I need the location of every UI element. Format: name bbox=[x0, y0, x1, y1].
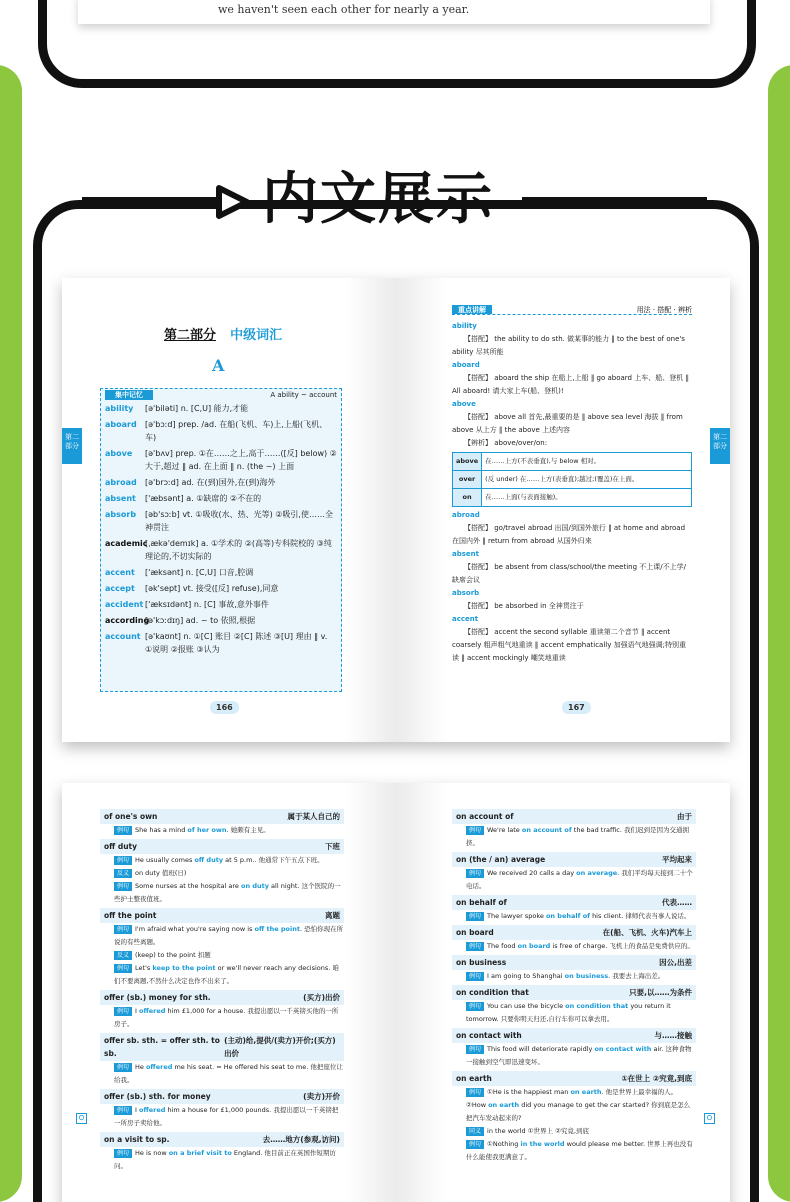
phrase-meaning: 属于某人自己的 bbox=[287, 812, 340, 821]
vocab-entry bbox=[101, 536, 341, 565]
example-highlight: on board bbox=[517, 942, 551, 950]
example-highlight: on business bbox=[564, 972, 609, 980]
page-header-right: 用法 · 搭配 · 辨析 bbox=[636, 306, 692, 314]
example-line bbox=[452, 970, 696, 983]
part-label: 第二部分 bbox=[164, 328, 217, 343]
comparison-row bbox=[453, 489, 692, 507]
page-167 bbox=[396, 278, 730, 742]
example-highlight: on earth bbox=[488, 1101, 520, 1109]
section-title-text: 内文展示 bbox=[262, 167, 494, 232]
usage-line: 【搭配】 aboard the ship 在船上,上船 ‖ go aboard 上车、船、登机 ‖ All aboard! 请大家上车(船、登机)! bbox=[452, 374, 689, 395]
example-text: We're late bbox=[487, 826, 522, 834]
example-highlight: on contact with bbox=[594, 1045, 652, 1053]
example-tag: 例句 bbox=[466, 942, 484, 951]
comparison-row bbox=[453, 453, 692, 471]
vocab-entry bbox=[101, 597, 341, 613]
phrase-page-right bbox=[396, 783, 730, 1202]
vocab-definition: [ə'kaʊnt] n. ①[C] 账目 ②[C] 陈述 ③[U] 理由 ‖ v. ①说明 ②报账 ③认为 bbox=[145, 632, 328, 654]
example-text: The food bbox=[487, 942, 518, 950]
phrase-heading bbox=[100, 1132, 344, 1147]
example-line bbox=[100, 1104, 344, 1130]
example-text: I bbox=[135, 1007, 139, 1015]
example-highlight: on condition that bbox=[565, 1002, 629, 1010]
example-highlight: on account of bbox=[521, 826, 572, 834]
example-text: I'm afraid what you're saying now is bbox=[135, 925, 255, 933]
phrase-column-right bbox=[452, 807, 696, 1164]
example-line bbox=[100, 949, 344, 962]
vocab-word: absent bbox=[105, 494, 136, 503]
example-text: or we'll never reach any decisions. 咱们不要离题,不然什么决定也作不出来了。 bbox=[114, 964, 339, 985]
page-header bbox=[452, 305, 692, 315]
phrase-text: offer (sb.) sth. for money bbox=[104, 1092, 211, 1101]
page-number: 166 bbox=[210, 701, 239, 714]
example-tag: 例句 bbox=[114, 1106, 132, 1115]
vocab-box-header bbox=[101, 389, 341, 401]
comparison-table bbox=[452, 452, 692, 507]
phrase-text: on condition that bbox=[456, 988, 529, 997]
vocab-word: academic bbox=[105, 539, 148, 548]
phrase-text: on contact with bbox=[456, 1031, 522, 1040]
example-line bbox=[452, 867, 696, 893]
phrase-heading bbox=[100, 1033, 344, 1061]
example-text: We received 20 calls a day bbox=[487, 869, 577, 877]
example-highlight: off duty bbox=[194, 856, 224, 864]
example-tag: 例句 bbox=[114, 1063, 132, 1072]
book-spread-2 bbox=[62, 783, 730, 1202]
vocab-definition: [ˌækə'demɪk] a. ①学术的 ②(高等)专科院校的 ③纯理论的,不切实际的 bbox=[145, 539, 332, 561]
example-tag: 例句 bbox=[466, 869, 484, 878]
example-text: at 5 p.m.. 他通常下午五点下班。 bbox=[223, 856, 324, 864]
phrase-heading bbox=[100, 908, 344, 923]
page-number: 167 bbox=[562, 701, 591, 714]
usage-line: 【搭配】 accent the second syllable 重读第二个音节 ‖ accent coarsely 粗声粗气地重读 ‖ accent emphatically 加强语气地强调;特别重读 ‖ accent mockingly 嘲笑地重读 bbox=[452, 628, 686, 662]
phrase-heading bbox=[452, 955, 696, 970]
example-text: . 我要去上海出差。 bbox=[608, 972, 665, 980]
example-text: . 他是世界上最幸福的人。 bbox=[601, 1088, 678, 1096]
comparison-key: above bbox=[453, 453, 482, 471]
vocab-entry bbox=[101, 401, 341, 417]
example-text: you return it tomorrow. 只要你明天归还,自行车你可以拿去用。 bbox=[466, 1002, 671, 1023]
vocab-box bbox=[100, 388, 342, 692]
example-text: me his seat. = He offered his seat to me. 他把座位让给我。 bbox=[114, 1063, 343, 1084]
phrase-text: on a visit to sp. bbox=[104, 1135, 170, 1144]
vocab-word: accept bbox=[105, 584, 135, 593]
part-heading bbox=[164, 324, 282, 343]
example-tag: 例句 bbox=[466, 1045, 484, 1054]
vocab-word: according bbox=[105, 616, 150, 625]
phrase-heading bbox=[100, 1089, 344, 1104]
phrase-heading bbox=[452, 1071, 696, 1086]
top-excerpt-faint-line bbox=[218, 0, 710, 3]
phrase-text: on board bbox=[456, 928, 494, 937]
vocab-word: absorb bbox=[105, 510, 137, 519]
example-text: Let's bbox=[135, 964, 153, 972]
vocab-definition: [ə'bʌv] prep. ①在……之上,高于……([反] below) ②大于,超过 ‖ ad. 在上面 ‖ n. (the ~) 上面 bbox=[145, 449, 337, 471]
comparison-key: over bbox=[453, 471, 482, 489]
example-text: his client. 律师代表当事人说话。 bbox=[590, 912, 691, 920]
phrase-text: off duty bbox=[104, 842, 138, 851]
phrase-meaning: 平均起来 bbox=[662, 855, 692, 864]
play-arrow-icon bbox=[214, 183, 252, 221]
example-line bbox=[452, 1086, 696, 1099]
example-tag: 例句 bbox=[466, 826, 484, 835]
example-tag: 例句 bbox=[466, 1002, 484, 1011]
title-line-right bbox=[522, 197, 707, 206]
example-text: did you manage to get the car started? 你到底是怎么把汽车发动起来的? bbox=[466, 1101, 691, 1122]
example-line bbox=[452, 940, 696, 953]
vocab-definition: [əb'sɔːb] vt. ①吸收(水、热、光等) ②吸引,使……全神贯注 bbox=[145, 510, 333, 532]
example-tag: 例句 bbox=[114, 826, 132, 835]
phrase-meaning: 代表…… bbox=[662, 898, 692, 907]
headword: absent bbox=[452, 550, 479, 558]
headword: above bbox=[452, 400, 476, 408]
left-green-tab bbox=[0, 65, 22, 1202]
circle-marker-right: O bbox=[704, 1113, 715, 1124]
headword: ability bbox=[452, 322, 477, 330]
thumb-tab-left: 第二部分 bbox=[62, 428, 82, 464]
example-text: would please me better. 世界上再也没有什么能使我更满意了。 bbox=[466, 1140, 693, 1161]
phrase-heading bbox=[452, 895, 696, 910]
example-tag: 例句 bbox=[114, 882, 132, 891]
vocab-entry bbox=[101, 507, 341, 536]
vocab-entry bbox=[101, 629, 341, 658]
example-highlight: on earth bbox=[570, 1088, 602, 1096]
letter-heading: A bbox=[212, 356, 225, 375]
phrase-meaning: 下班 bbox=[325, 842, 340, 851]
comparison-value: (反 under) 在……上方(表垂直);越过;(覆盖)在上面。 bbox=[482, 471, 692, 489]
example-highlight: on average bbox=[576, 869, 618, 877]
example-tag: 例句 bbox=[114, 1007, 132, 1016]
vocab-entry bbox=[101, 417, 341, 446]
example-line bbox=[100, 854, 344, 867]
phrase-meaning: (主动)给,提供/(卖方)开价;(买方)出价 bbox=[224, 1036, 336, 1058]
page-header-tag: 重点讲解 bbox=[452, 305, 492, 314]
level-label: 中级词汇 bbox=[230, 328, 283, 343]
phrase-page-left bbox=[62, 783, 396, 1202]
comparison-value: 在……上方(不表垂直),与 below 相对。 bbox=[482, 453, 692, 471]
example-text: (keep) to the point 扣题 bbox=[135, 951, 211, 959]
usage-line: 【搭配】 be absorbed in 全神贯注于 bbox=[464, 602, 584, 610]
vocab-box-range: A ability ~ account bbox=[270, 391, 337, 399]
phrase-text: offer (sb.) money for sth. bbox=[104, 993, 211, 1002]
vocab-word: accident bbox=[105, 600, 144, 609]
example-line bbox=[100, 880, 344, 906]
example-tag: 反义 bbox=[114, 869, 132, 878]
phrase-text: on (the / an) average bbox=[456, 855, 546, 864]
example-tag: 例句 bbox=[114, 925, 132, 934]
example-text: He usually comes bbox=[135, 856, 195, 864]
vocab-word: above bbox=[105, 449, 133, 458]
headword: aboard bbox=[452, 361, 480, 369]
example-text: I bbox=[135, 1106, 139, 1114]
example-tag: 反义 bbox=[114, 951, 132, 960]
example-text: ①He is the happiest man bbox=[487, 1088, 571, 1096]
usage-line: 【辨析】 above/over/on: bbox=[464, 439, 548, 447]
example-line bbox=[100, 1061, 344, 1087]
headword: abroad bbox=[452, 511, 480, 519]
phrase-text: offer sb. sth. = offer sth. to sb. bbox=[104, 1036, 220, 1058]
phrase-meaning: ①在世上 ②究竟,到底 bbox=[621, 1074, 692, 1083]
example-line bbox=[452, 1125, 696, 1138]
example-text: She has a mind bbox=[135, 826, 188, 834]
example-line bbox=[452, 1043, 696, 1069]
example-line bbox=[452, 1099, 696, 1125]
example-highlight: on a brief visit to bbox=[168, 1149, 232, 1157]
example-text: is free of charge. 飞机上的食品是免费供应的。 bbox=[550, 942, 694, 950]
phrase-heading bbox=[100, 990, 344, 1005]
example-text: He is now bbox=[135, 1149, 169, 1157]
phrase-text: on earth bbox=[456, 1074, 492, 1083]
example-line bbox=[452, 1000, 696, 1026]
phrase-meaning: (卖方)开价 bbox=[303, 1092, 340, 1101]
section-title bbox=[0, 168, 790, 232]
page-166 bbox=[62, 278, 396, 742]
vocab-entry bbox=[101, 475, 341, 491]
example-tag: 例句 bbox=[466, 912, 484, 921]
phrase-text: on business bbox=[456, 958, 507, 967]
top-excerpt-line: we haven't seen each other for nearly a year. bbox=[218, 3, 470, 16]
example-text: The lawyer spoke bbox=[487, 912, 546, 920]
example-line bbox=[100, 923, 344, 949]
vocab-entry bbox=[101, 446, 341, 475]
example-text: ①Nothing bbox=[487, 1140, 521, 1148]
example-text: him £1,000 for a house. 我提出愿以一千英镑买他的一所房子。 bbox=[114, 1007, 339, 1028]
example-tag: 例句 bbox=[466, 1088, 484, 1097]
phrase-text: off the point bbox=[104, 911, 157, 920]
example-line bbox=[100, 867, 344, 880]
example-highlight: offered bbox=[139, 1106, 166, 1114]
example-highlight: in the world bbox=[520, 1140, 565, 1148]
vocab-entry bbox=[101, 613, 341, 629]
headword: absorb bbox=[452, 589, 480, 597]
vocab-definition: [ə'kɔːdɪŋ] ad. ~ to 依照,根据 bbox=[145, 616, 256, 625]
title-line-left bbox=[82, 197, 218, 206]
example-text: England. 他目前正在英国作短期访问。 bbox=[114, 1149, 336, 1170]
example-highlight: keep to the point bbox=[152, 964, 216, 972]
example-line bbox=[100, 1147, 344, 1173]
phrase-meaning: 与……接触 bbox=[654, 1031, 692, 1040]
vocab-entry bbox=[101, 581, 341, 597]
phrase-heading bbox=[452, 809, 696, 824]
phrase-meaning: 去……地方(参观,访问) bbox=[262, 1135, 340, 1144]
example-highlight: offered bbox=[145, 1063, 173, 1071]
vocab-word: account bbox=[105, 632, 141, 641]
usage-line: 【搭配】 go/travel abroad 出国/到国外旅行 ‖ at home and abroad 在国内外 ‖ return from abroad 从国外归来 bbox=[452, 524, 686, 545]
example-text: on duty 值班(日) bbox=[135, 869, 187, 877]
phrase-text: of one's own bbox=[104, 812, 158, 821]
example-tag: 例句 bbox=[114, 856, 132, 865]
example-tag: 例句 bbox=[114, 964, 132, 973]
vocab-definition: ['æksɪdənt] n. [C] 事故,意外事件 bbox=[145, 600, 269, 609]
example-text: all night. 这个医院的一些护士整夜值班。 bbox=[114, 882, 341, 903]
example-text: the bad traffic. 我们迟到是因为交通拥挤。 bbox=[466, 826, 689, 847]
phrase-heading bbox=[452, 1028, 696, 1043]
phrase-heading bbox=[452, 925, 696, 940]
example-text: air. 这种食物一接触到空气即迅速变坏。 bbox=[466, 1045, 692, 1066]
example-highlight: of her own bbox=[187, 826, 227, 834]
vocab-definition: [ə'biləti] n. [C,U] 能力,才能 bbox=[145, 404, 249, 413]
usage-notes bbox=[452, 320, 692, 665]
example-text: This food will deteriorate rapidly bbox=[487, 1045, 595, 1053]
top-page-excerpt bbox=[78, 0, 710, 24]
vocab-word: ability bbox=[105, 404, 134, 413]
vocab-word: abroad bbox=[105, 478, 137, 487]
comparison-key: on bbox=[453, 489, 482, 507]
example-text: in the world ①世界上 ②究竟,到底 bbox=[487, 1127, 589, 1135]
headword: accent bbox=[452, 615, 479, 623]
vocab-definition: ['æksənt] n. [C,U] 口音,腔调 bbox=[145, 568, 254, 577]
comparison-value: 在……上面(与表面接触)。 bbox=[482, 489, 692, 507]
example-line bbox=[100, 824, 344, 837]
phrase-meaning: 由于 bbox=[677, 812, 692, 821]
circle-marker-left: O bbox=[76, 1113, 87, 1124]
example-text: Some nurses at the hospital are bbox=[135, 882, 241, 890]
vocab-entry bbox=[101, 565, 341, 581]
example-tag: 例句 bbox=[466, 1140, 484, 1149]
book-spread-1 bbox=[62, 278, 730, 742]
vocab-entry bbox=[101, 491, 341, 507]
phrase-heading bbox=[452, 852, 696, 867]
vocab-definition: ['æbsənt] a. ①缺席的 ②不在的 bbox=[145, 494, 262, 503]
vocab-list bbox=[101, 401, 341, 658]
example-tag: 例句 bbox=[466, 972, 484, 981]
example-highlight: on behalf of bbox=[545, 912, 590, 920]
usage-line: 【搭配】 above all 首先,最重要的是 ‖ above sea level 海拔 ‖ from above 从上方 ‖ the above 上述内容 bbox=[452, 413, 683, 434]
example-line bbox=[452, 910, 696, 923]
phrase-column-left bbox=[100, 807, 344, 1173]
example-text: He bbox=[135, 1063, 146, 1071]
phrase-heading bbox=[100, 839, 344, 854]
phrase-meaning: (买方)出价 bbox=[303, 993, 340, 1002]
vocab-definition: [ək'sept] vt. 接受([反] refuse),同意 bbox=[145, 584, 279, 593]
phrase-text: on behalf of bbox=[456, 898, 507, 907]
example-highlight: off the point bbox=[254, 925, 300, 933]
example-text: . 我们平均每天接到二十个电话。 bbox=[466, 869, 693, 890]
example-text: him a house for £1,000 pounds. 我提出愿以一千英镑把一所房子卖给他。 bbox=[114, 1106, 339, 1127]
vocab-box-tag: 集中记忆 bbox=[105, 390, 153, 400]
example-text: You can use the bicycle bbox=[487, 1002, 566, 1010]
vocab-definition: [ə'brɔːd] ad. 在(到)国外,在(到)海外 bbox=[145, 478, 276, 487]
phrase-meaning: 只要,以……为条件 bbox=[629, 988, 692, 997]
example-text: . 她颇有主见。 bbox=[226, 826, 270, 834]
phrase-meaning: 在(船、飞机、火车)汽车上 bbox=[602, 928, 692, 937]
comparison-row bbox=[453, 471, 692, 489]
phrase-meaning: 离题 bbox=[325, 911, 340, 920]
example-line bbox=[100, 1005, 344, 1031]
phrase-heading bbox=[452, 985, 696, 1000]
thumb-tab-right: 第二部分 bbox=[710, 428, 730, 464]
example-text: I am going to Shanghai bbox=[487, 972, 565, 980]
phrase-text: on account of bbox=[456, 812, 514, 821]
vocab-word: aboard bbox=[105, 420, 137, 429]
example-line bbox=[100, 962, 344, 988]
example-text: . 恐怕你现在所说的有些离题。 bbox=[114, 925, 344, 946]
phrase-meaning: 因公,出差 bbox=[659, 958, 692, 967]
usage-line: 【搭配】 the ability to do sth. 做某事的能力 ‖ to the best of one's ability 尽其所能 bbox=[452, 335, 685, 356]
example-tag: 同义 bbox=[466, 1127, 484, 1136]
example-text: ②How bbox=[466, 1101, 489, 1109]
example-highlight: offered bbox=[139, 1007, 166, 1015]
example-tag: 例句 bbox=[114, 1149, 132, 1158]
usage-line: 【搭配】 be absent from class/school/the meeting 不上课/不上学/缺席会议 bbox=[452, 563, 687, 584]
example-line bbox=[452, 1138, 696, 1164]
example-line bbox=[452, 824, 696, 850]
example-highlight: on duty bbox=[241, 882, 269, 890]
vocab-definition: [ə'bɔːd] prep. /ad. 在船(飞机、车)上,上船(飞机、车) bbox=[145, 420, 328, 442]
right-green-tab bbox=[768, 65, 790, 1202]
vocab-word: accent bbox=[105, 568, 135, 577]
phrase-heading bbox=[100, 809, 344, 824]
